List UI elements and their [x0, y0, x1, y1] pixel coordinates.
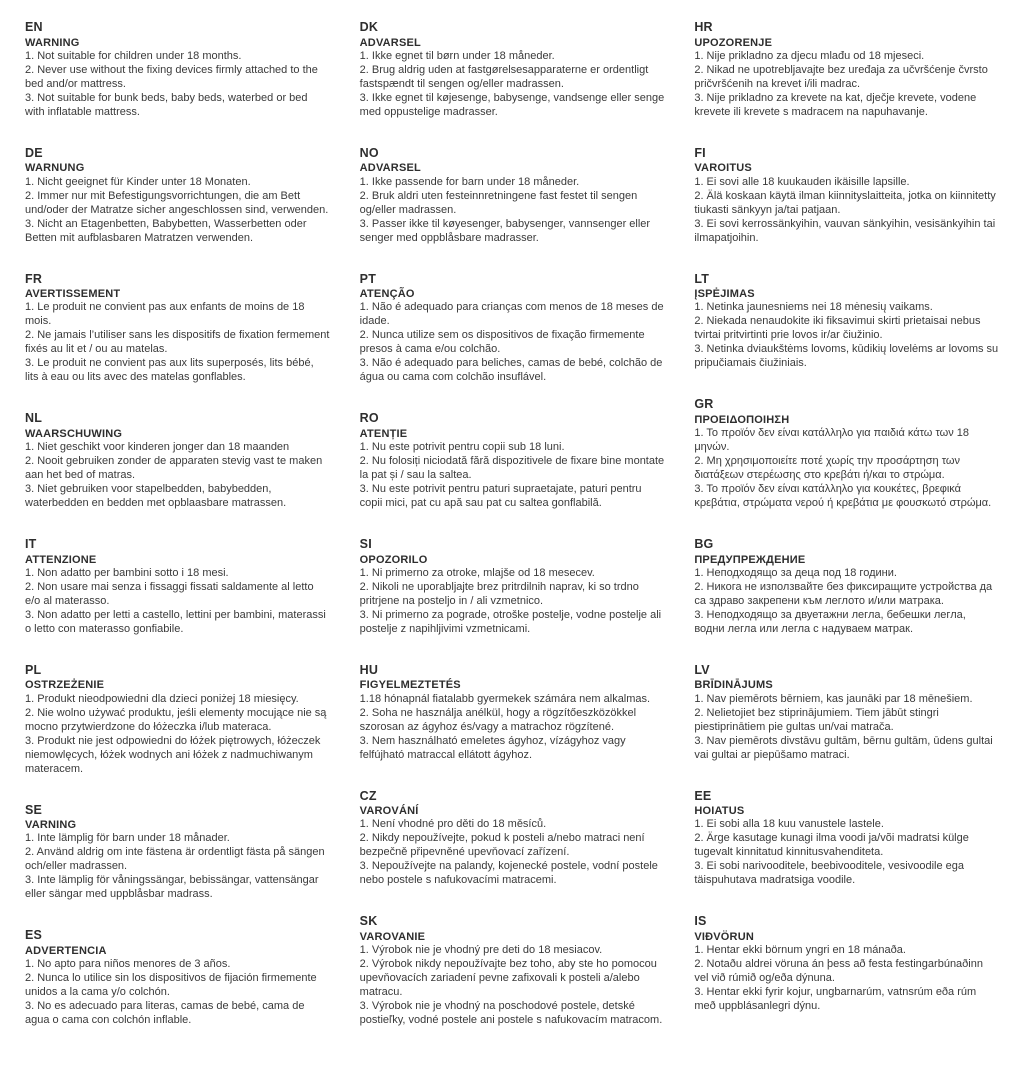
warning-item: 1. Nu este potrivit pentru copii sub 18 luni. [359, 441, 565, 454]
warning-items [360, 176, 665, 246]
warning-item: 2. Bruk aldri uten festeinnretningene fast festet til sengen og/eller madrassen. [359, 189, 638, 216]
warning-items [694, 818, 999, 888]
warning-items [25, 176, 330, 246]
warning-item: 1. Produkt nieodpowiedni dla dzieci poniżej 18 miesięcy. [25, 692, 299, 705]
warning-item: 1. Ei sobi alla 18 kuu vanustele lastele. [694, 818, 884, 831]
warning-item: 2. Ne jamais l’utiliser sans les dispositifs de fixation fermement fixés au lit et / ou au matelas. [25, 329, 330, 356]
warning-item: 2. Ärge kasutage kunagi ilma voodi ja/või madratsi külge tugevalt kinnitatud kinnitusvahenditeta. [694, 832, 969, 859]
warning-items [360, 944, 665, 1028]
warning-item: 2. Nunca utilize sem os dispositivos de fixação firmemente presos à cama e/ou colchão. [359, 329, 645, 356]
warning-items [25, 693, 330, 777]
warning-title: ADVARSEL [359, 36, 421, 49]
warning-item: 3. Produkt nie jest odpowiedni do łóżek piętrowych, łóżeczek niemowlęcych, łóżek wodnych ani łóżek z nadmuchiwanym materacem. [25, 734, 321, 775]
warning-item: 2. Nikad ne upotrebljavajte bez uređaja za učvršćenje čvrsto pričvršćenih na krevet i/ili madrac. [694, 63, 988, 90]
warning-title: ATENȚIE [359, 427, 408, 440]
language-block-pl [25, 663, 330, 777]
warning-title: OSTRZEŻENIE [25, 679, 105, 692]
warning-item: 2. Soha ne használja anélkül, hogy a rögzítőeszközökkel szorosan az ágyhoz és/vagy a matrachoz rögzítené. [359, 706, 637, 733]
language-block-no [360, 146, 665, 246]
language-code: DK [359, 20, 379, 34]
warning-title: ATENÇÃO [359, 288, 415, 301]
warning-item: 3. Não é adequado para beliches, camas de bebé, colchão de água ou cama com colchão insuflável. [359, 357, 663, 384]
warning-title: VAROVANIE [359, 930, 426, 943]
warning-items [694, 427, 999, 511]
warning-item: 3. Неподходящо за двуетажни легла, бебешки легла, водни легла или легла с надуваем матрак. [694, 608, 966, 635]
warning-title: FIGYELMEZTETÉS [359, 679, 461, 692]
warning-item: 3. Nav piemērots divstāvu gultām, bērnu gultām, ūdens gultai vai gultai ar piepūšamo matraci. [694, 734, 993, 761]
warning-item: 1. Není vhodné pro děti do 18 měsíců. [359, 818, 547, 831]
warning-item: 1. Ni primerno za otroke, mlajše od 18 mesecev. [359, 566, 595, 579]
warning-item: 3. Inte lämplig för våningssängar, bebissängar, vattensängar eller sängar med uppblåsbar madrass. [25, 874, 319, 901]
warning-title: ĮSPĖJIMAS [694, 288, 755, 301]
language-block-de [25, 146, 330, 246]
language-block-nl [25, 411, 330, 511]
warning-item: 3. Ei sovi kerrossänkyihin, vauvan sänkyihin, vesisänkyihin tai ilmapatjoihin. [694, 217, 996, 244]
language-block-se [25, 803, 330, 903]
language-block-is [694, 914, 999, 1014]
warning-items [694, 50, 999, 120]
warning-item: 3. Niet gebruiken voor stapelbedden, babybedden, waterbedden en bedden met opblaasbare matrassen. [25, 483, 287, 510]
language-code: EN [25, 20, 43, 34]
warning-title: UPOZORENJE [694, 36, 773, 49]
warning-title: VIÐVÖRUN [694, 930, 754, 943]
language-block-fi [694, 146, 999, 246]
language-block-ro [360, 411, 665, 511]
warning-item: 3. Ni primerno za pograde, otroške postelje, vodne postelje ali postelje z napihljivimi vzmetnicami. [359, 608, 662, 635]
warning-item: 1. No apto para niños menores de 3 años. [25, 958, 231, 971]
warning-item: 2. Älä koskaan käytä ilman kiinnityslaitteita, jotka on kiinnitetty tiukasti sänkyyn ja/tai patjaan. [694, 189, 996, 216]
language-code: FI [694, 145, 706, 160]
warning-item: 3. Nepoužívejte na palandy, kojenecké postele, vodní postele nebo postele s nafukovacími matracemi. [359, 860, 658, 887]
language-code: SK [359, 914, 378, 929]
warning-items [694, 176, 999, 246]
warning-item: 2. Notaðu aldrei vöruna án þess að festa festingarbúnaðinn vel við rúmið og/eða dýnuna. [694, 958, 983, 985]
language-code: PL [25, 662, 42, 677]
warning-title: AVERTISSEMENT [25, 288, 121, 301]
warning-item: 2. Niekada nenaudokite iki fiksavimui skirti prietaisai nebus tvirtai pritvirtinti prie lovos ir/ar čiužinio. [694, 315, 981, 342]
warning-items [694, 944, 999, 1014]
language-block-hu [360, 663, 665, 763]
column-right [694, 20, 999, 1040]
warning-item: 1. Неподходящо за деца под 18 години. [694, 566, 897, 579]
warning-item: 1. Nicht geeignet für Kinder unter 18 Monaten. [25, 175, 251, 188]
warning-item: 2. Nie wolno używać produktu, jeśli elementy mocujące nie są mocno przytwierdzone do łóżeczka i/lub materaca. [25, 706, 327, 733]
language-block-lv [694, 663, 999, 763]
language-block-it [25, 537, 330, 637]
language-code: RO [359, 411, 379, 426]
warning-item: 2. Immer nur mit Befestigungsvorrichtungen, die am Bett und/oder der Matratze sicher angeschlossen sind, verwenden. [25, 189, 329, 216]
warning-item: 1. Le produit ne convient pas aux enfants de moins de 18 mois. [25, 301, 305, 328]
warning-items [360, 441, 665, 511]
warning-item: 1. Ikke egnet til børn under 18 måneder. [359, 49, 555, 62]
warning-title: BRĪDINĀJUMS [694, 679, 773, 692]
warning-item: 3. Nem használható emeletes ágyhoz, vízágyhoz vagy felfújható matraccal ellátott ágyhoz. [359, 734, 626, 761]
language-block-sk [360, 914, 665, 1028]
warning-title: WARNUNG [25, 162, 85, 175]
warning-item: 2. Nelietojiet bez stiprinājumiem. Tiem jābūt stingri piestiprinātiem pie gultas un/vai matrača. [694, 706, 939, 733]
column-left [25, 20, 330, 1054]
language-code: ES [25, 928, 43, 943]
warning-item: 1. Ikke passende for barn under 18 måneder. [359, 175, 580, 188]
language-code: CZ [359, 788, 377, 803]
language-block-bg [694, 537, 999, 637]
warning-item: 2. Never use without the fixing devices firmly attached to the bed and/or mattress. [25, 63, 318, 90]
column-middle [360, 20, 665, 1054]
language-code: PT [359, 271, 377, 286]
warning-item: 3. Hentar ekki fyrir kojur, ungbarnarúm, vatnsrúm eða rúm með uppblásanlegri dýnu. [694, 986, 977, 1013]
warning-item: 3. Ei sobi narivooditele, beebivooditele, vesivoodile ega täispuhutava madratsiga voodile. [694, 860, 965, 887]
warning-items [360, 50, 665, 120]
warning-item: 3. Ikke egnet til køjesenge, babysenge, vandsenge eller senge med oppustelige madrasser. [359, 91, 665, 118]
language-block-ee [694, 789, 999, 889]
language-code: SI [359, 537, 372, 552]
warning-item: 2. Nikoli ne uporabljajte brez pritrdilnih naprav, ki so trdno pritrjene na posteljo in / ali vzmetnico. [359, 580, 639, 607]
warning-item: 3. Le produit ne convient pas aux lits superposés, lits bébé, lits à eau ou lits avec des matelas gonflables. [25, 357, 314, 384]
warning-title: ΠΡΟΕΙΔΟΠΟΙΗΣΗ [694, 413, 790, 426]
language-code: LV [694, 662, 710, 677]
language-block-fr [25, 272, 330, 386]
warning-title: HOIATUS [694, 805, 745, 818]
language-block-dk [360, 20, 665, 120]
language-code: FR [25, 271, 43, 286]
warning-items [25, 441, 330, 511]
warning-items [360, 693, 665, 763]
warning-item: 2. Никога не използвайте без фиксиращите устройства да са здраво закрепени към леглото и/или матрака. [694, 580, 993, 607]
warning-item: 1. Nav piemērots bērniem, kas jaunāki par 18 mēnešiem. [694, 692, 973, 705]
warning-items [25, 567, 330, 637]
warning-item: 2. Nu folosiți niciodată fără dispozitivele de fixare bine montate la pat și / sau la saltea. [359, 455, 665, 482]
warning-title: ATTENZIONE [25, 553, 97, 566]
warning-item: 1. Hentar ekki börnum yngri en 18 mánaða. [694, 944, 906, 957]
warning-items [694, 567, 999, 637]
warning-item: 1. Výrobok nie je vhodný pre deti do 18 mesiacov. [359, 944, 603, 957]
language-code: DE [25, 145, 43, 160]
language-block-si [360, 537, 665, 637]
language-code: BG [694, 537, 714, 552]
warning-item: 1.18 hónapnál fiatalabb gyermekek számára nem alkalmas. [359, 692, 651, 705]
language-block-gr [694, 397, 999, 511]
warning-item: 3. Nu este potrivit pentru paturi supraetajate, paturi pentru copii mici, pat cu apă sau pat cu saltea gonflabilă. [359, 483, 642, 510]
warning-item: 3. No es adecuado para literas, camas de bebé, cama de agua o cama con colchón inflable. [25, 1000, 305, 1027]
warning-item: 3. Passer ikke til køyesenger, babysenger, vannsenger eller senger med oppblåsbare madrasser. [359, 217, 651, 244]
warning-items [25, 301, 330, 385]
warning-item: 2. Non usare mai senza i fissaggi fissati saldamente al letto e/o al materasso. [25, 580, 314, 607]
warning-item: 1. Not suitable for children under 18 months. [25, 49, 242, 62]
warning-item: 2. Använd aldrig om inte fästena är ordentligt fästa på sängen och/eller madrassen. [25, 846, 325, 873]
warning-item: 3. Το προϊόν δεν είναι κατάλληλο για κουκέτες, βρεφικά κρεβάτια, στρώματα νερού ή κρεβάτια με φουσκωτό στρώμα. [694, 483, 992, 510]
warning-item: 1. Netinka jaunesniems nei 18 mėnesių vaikams. [694, 301, 933, 314]
warning-items [25, 958, 330, 1028]
warning-item: 1. Nije prikladno za djecu mlađu od 18 mjeseci. [694, 49, 925, 62]
warning-title: ADVARSEL [359, 162, 421, 175]
language-block-es [25, 928, 330, 1028]
language-block-cz [360, 789, 665, 889]
warning-item: 3. Netinka dviaukštėms lovoms, kūdikių lovelėms ar lovoms su pripučiamais čiužiniais. [694, 343, 999, 370]
warning-item: 2. Nunca lo utilice sin los dispositivos de fijación firmemente unidos a la cama y/o colchón. [25, 972, 317, 999]
warning-items [360, 567, 665, 637]
warning-title: VAROVÁNÍ [359, 805, 419, 818]
language-block-pt [360, 272, 665, 386]
warning-title: WARNING [25, 36, 80, 49]
language-code: SE [25, 802, 43, 817]
language-block-lt [694, 272, 999, 372]
warning-items [360, 818, 665, 888]
warning-title: ADVERTENCIA [25, 944, 107, 957]
language-code: NL [25, 411, 43, 426]
warning-title: OPOZORILO [359, 553, 428, 566]
warning-title: WAARSCHUWING [25, 427, 123, 440]
warning-item: 1. Inte lämplig för barn under 18 månader. [25, 832, 230, 845]
warning-item: 1. Non adatto per bambini sotto i 18 mesi. [25, 566, 229, 579]
language-code: EE [694, 788, 712, 803]
warning-items [360, 301, 665, 385]
warning-items [694, 693, 999, 763]
language-code: NO [359, 145, 379, 160]
warning-item: 3. Nicht an Etagenbetten, Babybetten, Wasserbetten oder Betten mit aufblasbaren Matratzen verwenden. [25, 217, 307, 244]
warning-title: VAROITUS [694, 162, 752, 175]
warning-item: 2. Μη χρησιμοποιείτε ποτέ χωρίς την προσάρτηση των διατάξεων στερέωσης στο κρεβάτι ή/και το στρώμα. [694, 455, 960, 482]
warning-title: VARNING [25, 819, 77, 832]
warning-item: 3. Nije prikladno za krevete na kat, dječje krevete, vodene krevete ili krevete s madracem na napuhavanje. [694, 91, 977, 118]
language-code: GR [694, 397, 714, 412]
warning-items [25, 50, 330, 120]
warning-item: 2. Nooit gebruiken zonder de apparaten stevig vast te maken aan het bed of matras. [25, 455, 323, 482]
warning-item: 1. Não é adequado para crianças com menos de 18 meses de idade. [359, 301, 664, 328]
warning-item: 3. Not suitable for bunk beds, baby beds, waterbed or bed with inflatable mattress. [25, 91, 308, 118]
language-code: LT [694, 271, 710, 286]
language-code: HR [694, 20, 713, 34]
language-block-en [25, 20, 330, 120]
warning-item: 1. Niet geschikt voor kinderen jonger dan 18 maanden [25, 441, 290, 454]
language-block-hr [694, 20, 999, 120]
warning-item: 1. Ei sovi alle 18 kuukauden ikäisille lapsille. [694, 175, 910, 188]
warning-item: 2. Výrobok nikdy nepoužívajte bez toho, aby ste ho pomocou upevňovacích zariadení pevne zafixovali k posteli a/alebo matracu. [359, 958, 657, 999]
warning-item: 3. Non adatto per letti a castello, lettini per bambini, materassi o letto con materasso gonfiabile. [25, 608, 326, 635]
warning-items [25, 832, 330, 902]
warning-item: 3. Výrobok nie je vhodný na poschodové postele, detské postieľky, vodné postele ani postele s nafukovacím matracom. [359, 1000, 663, 1027]
warning-item: 1. Το προϊόν δεν είναι κατάλληλο για παιδιά κάτω των 18 μηνών. [694, 427, 970, 454]
warning-title: ПРЕДУПРЕЖДЕНИЕ [694, 553, 806, 566]
language-code: IS [694, 914, 707, 929]
warning-item: 2. Nikdy nepoužívejte, pokud k posteli a/nebo matraci není bezpečně připevněné upevňovací zařízení. [359, 832, 645, 859]
language-code: IT [25, 537, 37, 552]
language-code: HU [359, 662, 379, 677]
warning-items [694, 301, 999, 371]
warning-item: 2. Brug aldrig uden at fastgørelsesapparaterne er ordentligt fastspændt til sengen og/eller madrassen. [359, 63, 649, 90]
